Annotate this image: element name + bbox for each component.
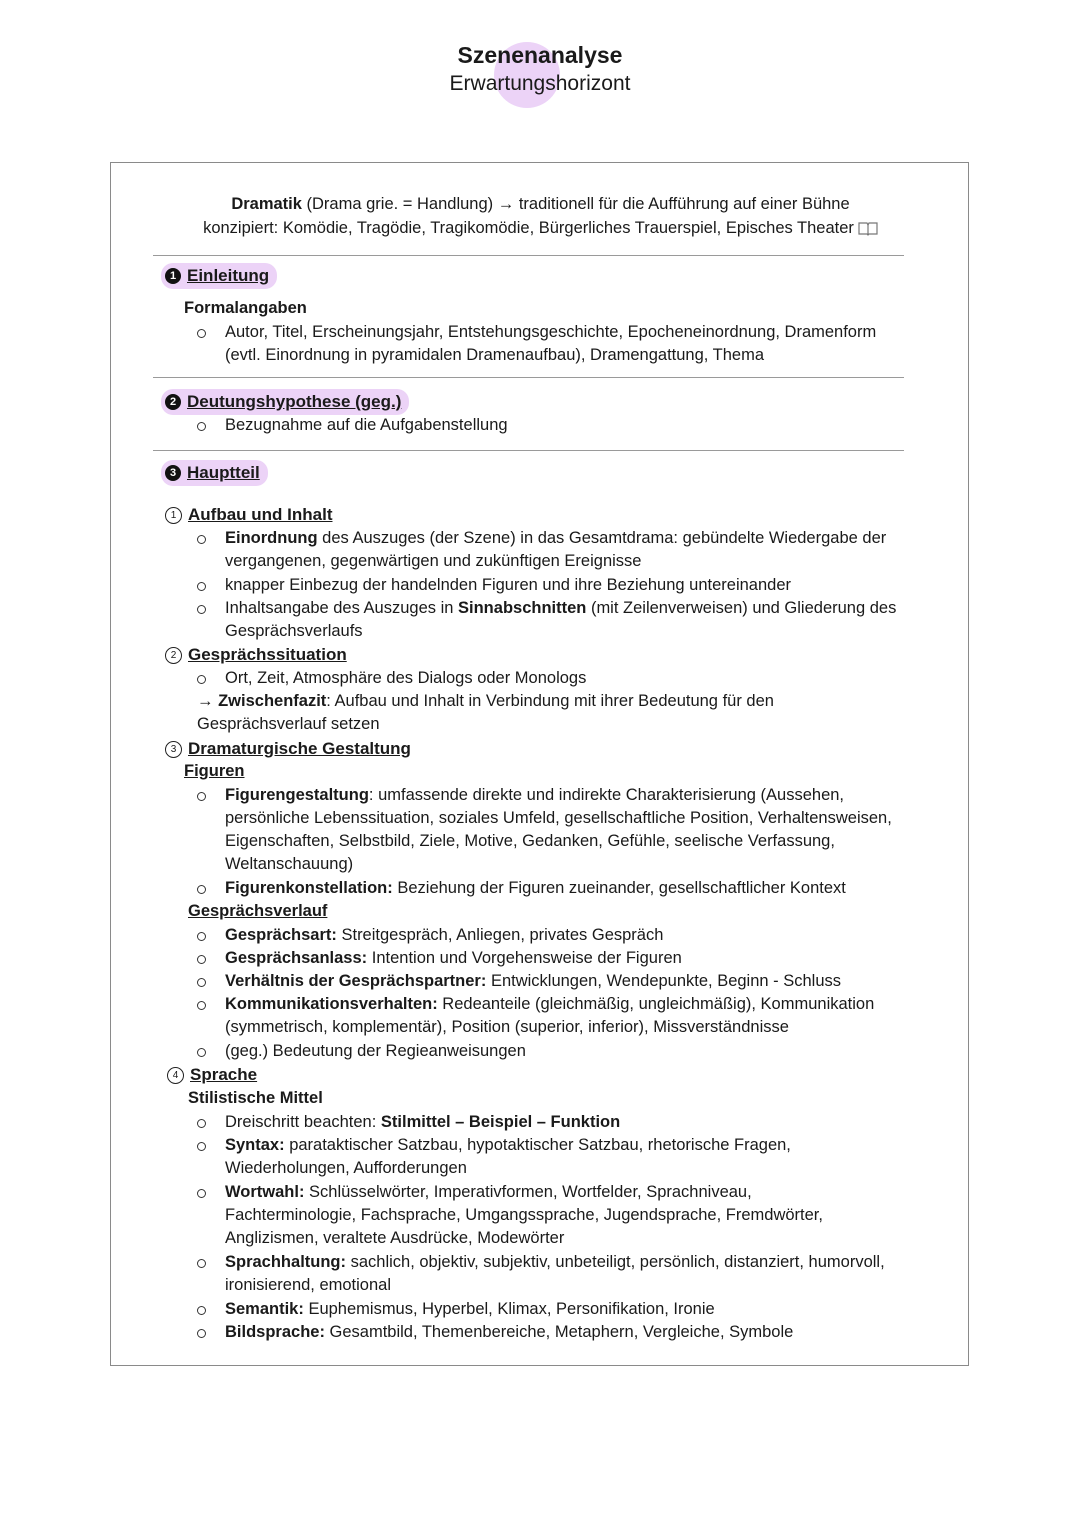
content-box xyxy=(110,162,969,1366)
page-title: Szenenanalyse xyxy=(457,42,623,68)
bullet-icon xyxy=(197,1259,206,1268)
list-item-continued: (evtl. Einordnung in pyramidalen Dramenaufbau), Dramengattung, Thema xyxy=(225,346,764,364)
section-number: 3 xyxy=(165,465,181,481)
bullet-icon xyxy=(197,1329,206,1338)
bullet-icon xyxy=(197,605,206,614)
section-title: Hauptteil xyxy=(187,463,260,482)
subsection-title: Gesprächssituation xyxy=(188,645,347,664)
list-item: Bildsprache: Gesamtbild, Themenbereiche, Metaphern, Vergleiche, Symbole xyxy=(225,1323,794,1341)
bullet-icon xyxy=(197,932,206,941)
list-item: (geg.) Bedeutung der Regieanweisungen xyxy=(225,1042,526,1060)
subsection-title: Aufbau und Inhalt xyxy=(188,505,333,524)
list-item: Autor, Titel, Erscheinungsjahr, Entstehungsgeschichte, Epocheneinordnung, Dramenform xyxy=(225,323,877,341)
bullet-icon xyxy=(197,675,206,684)
subsection-sprache-heading xyxy=(167,1063,257,1087)
list-item: Bezugnahme auf die Aufgabenstellung xyxy=(225,416,508,434)
subsection-gespraechssituation-heading xyxy=(165,643,347,667)
zwischenfazit-line: → Zwischenfazit: Aufbau und Inhalt in Verbindung mit ihrer Bedeutung für den xyxy=(197,692,774,710)
divider xyxy=(153,450,904,451)
list-item: Ort, Zeit, Atmosphäre des Dialogs oder Monologs xyxy=(225,669,587,687)
section-number: 2 xyxy=(165,394,181,410)
list-item: Dreischritt beachten: Stilmittel – Beispiel – Funktion xyxy=(225,1113,621,1131)
subsection-title: Dramaturgische Gestaltung xyxy=(188,739,411,758)
bullet-icon xyxy=(197,1001,206,1010)
list-item-continued: Anglizismen, veraltete Ausdrücke, Modewörter xyxy=(225,1229,565,1247)
gespraechsverlauf-subhead: Gesprächsverlauf xyxy=(188,902,328,920)
zwischenfazit-line-continued: Gesprächsverlauf setzen xyxy=(197,715,380,733)
list-item: Figurengestaltung: umfassende direkte und indirekte Charakterisierung (Aussehen, xyxy=(225,786,845,804)
bullet-icon xyxy=(197,955,206,964)
bullet-icon xyxy=(197,1142,206,1151)
section-einleitung-heading xyxy=(165,263,277,289)
intro-genres: konzipiert: Komödie, Tragödie, Tragikomödie, Bürgerliches Trauerspiel, Episches Theater xyxy=(203,219,854,237)
divider xyxy=(153,377,904,378)
list-item: Semantik: Euphemismus, Hyperbel, Klimax, Personifikation, Ironie xyxy=(225,1300,715,1318)
book-icon xyxy=(858,221,878,236)
bullet-icon xyxy=(197,582,206,591)
subsection-aufbau-heading xyxy=(165,503,332,527)
bullet-icon xyxy=(197,1189,206,1198)
section-number: 1 xyxy=(165,268,181,284)
stilmittel-subhead: Stilistische Mittel xyxy=(188,1089,323,1107)
list-item-continued: persönliche Lebenssituation, soziales Umfeld, gesellschaftliche Position, Verhaltensweisen, xyxy=(225,809,892,827)
section-hauptteil-heading xyxy=(165,460,268,486)
list-item-continued: Gesprächsverlaufs xyxy=(225,622,363,640)
list-item: Sprachhaltung: sachlich, objektiv, subjektiv, unbeteiligt, persönlich, distanziert, humorvoll, xyxy=(225,1253,885,1271)
list-item-continued: Eigenschaften, Selbstbild, Ziele, Motive, Gedanken, Gefühle, seelische Verfassung, xyxy=(225,832,835,850)
list-item-continued: vergangenen, gegenwärtigen und zukünftigen Ereignisse xyxy=(225,552,642,570)
bullet-icon xyxy=(197,535,206,544)
bullet-icon xyxy=(197,329,206,338)
list-item: Einordnung des Auszuges (der Szene) in das Gesamtdrama: gebündelte Wiedergabe der xyxy=(225,529,887,547)
figuren-subhead: Figuren xyxy=(184,762,245,780)
circled-number: 2 xyxy=(165,647,182,664)
intro-definition: (Drama grie. = Handlung) → traditionell für die Aufführung auf einer Bühne xyxy=(301,195,850,213)
bullet-icon xyxy=(197,792,206,801)
bullet-icon xyxy=(197,1048,206,1057)
page-subtitle: Erwartungshorizont xyxy=(449,72,631,95)
subsection-title: Sprache xyxy=(190,1065,258,1084)
section-title: Einleitung xyxy=(187,266,270,285)
list-item-continued: Fachterminologie, Fachsprache, Umgangssprache, Jugendsprache, Fremdwörter, xyxy=(225,1206,823,1224)
list-item: Inhaltsangabe des Auszuges in Sinnabschnitten (mit Zeilenverweisen) und Gliederung des xyxy=(225,599,897,617)
bullet-icon xyxy=(197,885,206,894)
list-item: Wortwahl: Schlüsselwörter, Imperativformen, Wortfelder, Sprachniveau, xyxy=(225,1183,752,1201)
list-item: knapper Einbezug der handelnden Figuren und ihre Beziehung untereinander xyxy=(225,576,792,594)
circled-number: 3 xyxy=(165,741,182,758)
list-item: Syntax: parataktischer Satzbau, hypotaktischer Satzbau, rhetorische Fragen, xyxy=(225,1136,791,1154)
list-item-continued: ironisierend, emotional xyxy=(225,1276,392,1294)
page-header xyxy=(0,40,1080,98)
list-item: Kommunikationsverhalten: Redeanteile (gleichmäßig, ungleichmäßig), Kommunikation xyxy=(225,995,875,1013)
bullet-icon xyxy=(197,1306,206,1315)
circled-number: 1 xyxy=(165,507,182,524)
subsection-dramaturgie-heading xyxy=(165,737,411,761)
intro-term: Dramatik xyxy=(231,195,302,213)
list-item: Verhältnis der Gesprächspartner: Entwicklungen, Wendepunkte, Beginn - Schluss xyxy=(225,972,842,990)
list-item: Gesprächsanlass: Intention und Vorgehensweise der Figuren xyxy=(225,949,682,967)
section-deutungshypothese-heading xyxy=(165,389,409,415)
list-item-continued: (symmetrisch, komplementär), Position (superior, inferior), Missverständnisse xyxy=(225,1018,789,1036)
intro-line-1 xyxy=(111,193,970,216)
intro-line-2 xyxy=(111,217,970,240)
section-title: Deutungshypothese (geg.) xyxy=(187,392,402,411)
divider xyxy=(153,255,904,256)
list-item: Gesprächsart: Streitgespräch, Anliegen, privates Gespräch xyxy=(225,926,664,944)
bullet-icon xyxy=(197,978,206,987)
list-item-continued: Weltanschauung) xyxy=(225,855,354,873)
formalangaben-subhead: Formalangaben xyxy=(184,299,307,317)
list-item: Figurenkonstellation: Beziehung der Figuren zueinander, gesellschaftlicher Kontext xyxy=(225,879,846,897)
bullet-icon xyxy=(197,422,206,431)
bullet-icon xyxy=(197,1119,206,1128)
arrow-icon: → xyxy=(197,692,219,710)
circled-number: 4 xyxy=(167,1067,184,1084)
list-item-continued: Wiederholungen, Aufforderungen xyxy=(225,1159,467,1177)
